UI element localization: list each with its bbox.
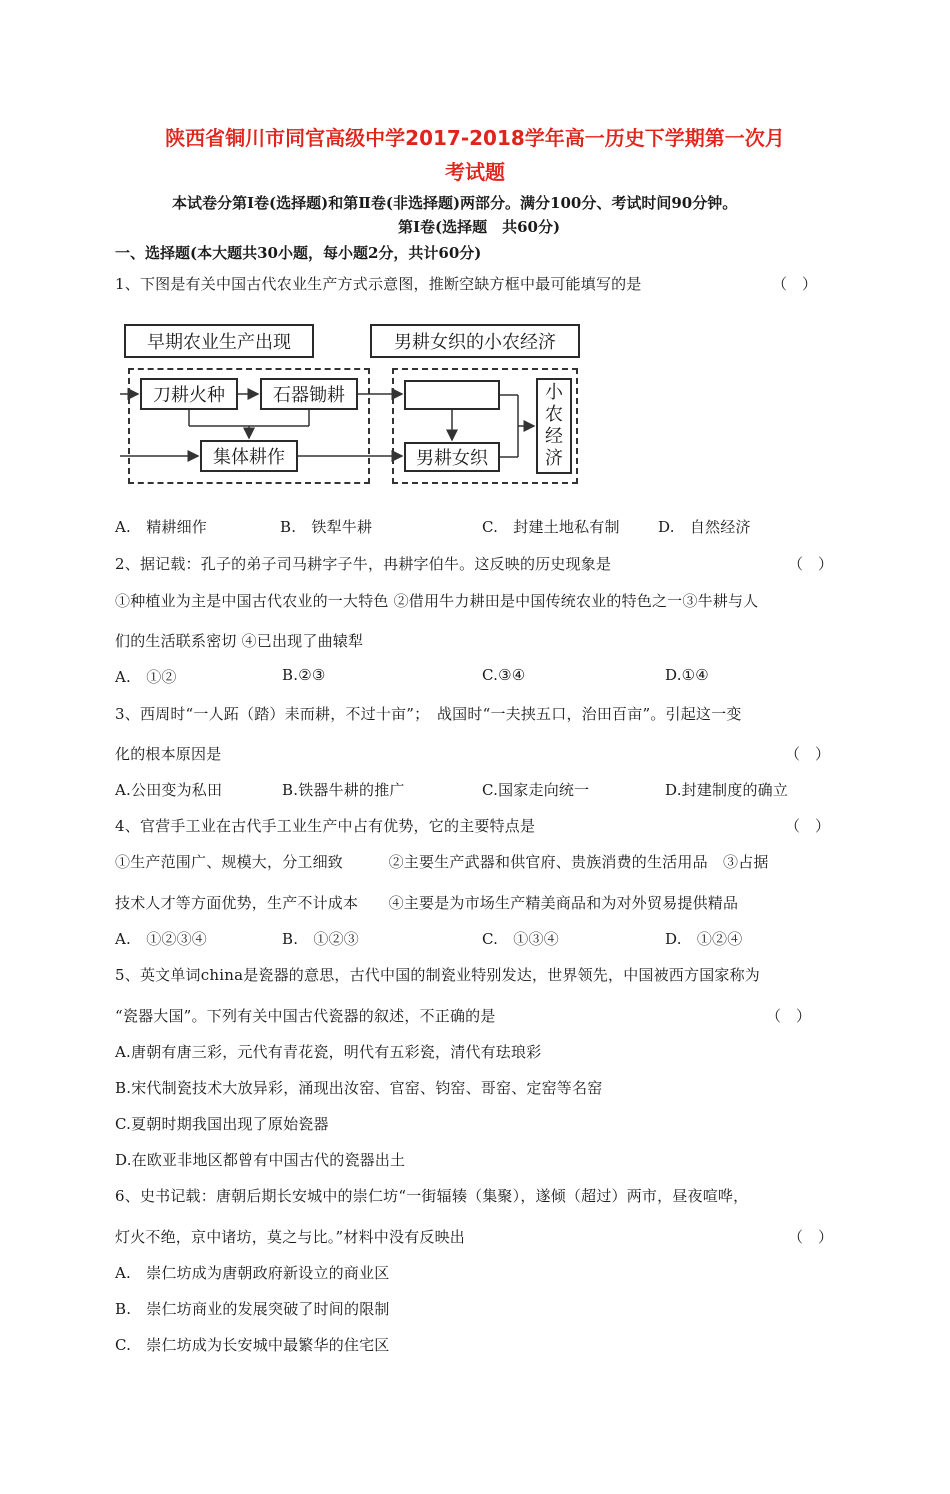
title-line-2: 考试题 (445, 160, 505, 184)
q1-option-a: A. 精耕细作 (115, 518, 208, 536)
q6-line-2: 灯火不绝，京中诸坊，莫之与比。”材料中没有反映出 (115, 1228, 465, 1246)
q2-option-a: A. ①② (115, 668, 177, 686)
box-stone-hoe: 石器锄耕 (260, 378, 358, 410)
q3-answer-blank: （ ） (785, 745, 831, 763)
q2-option-d: D.①④ (665, 666, 709, 684)
q6-stem: 6、史书记载：唐朝后期长安城中的崇仁坊“一街辐辏（集聚），遂倾（超过）两市，昼夜喧哗， (115, 1187, 749, 1205)
exam-intro: 本试卷分第Ⅰ卷(选择题)和第Ⅱ卷(非选择题)两部分。满分100分、考试时间90分钟。 (172, 194, 738, 212)
q6-option-a: A. 崇仁坊成为唐朝政府新设立的商业区 (115, 1264, 390, 1282)
section-one-heading: 一、选择题(本大题共30小题，每小题2分，共计60分) (115, 244, 482, 262)
q3-option-d: D.封建制度的确立 (665, 781, 789, 799)
q4-line-1: ①生产范围广、规模大，分工细致 ②主要生产武器和供官府、贵族消费的生活用品 ③占据 (115, 853, 769, 871)
q4-option-a: A. ①②③④ (115, 930, 208, 948)
q3-option-a: A.公田变为私田 (115, 781, 223, 799)
vertical-char: 小 (545, 382, 563, 403)
q2-line-1: ①种植业为主是中国古代农业的一大特色 ②借用牛力耕田是中国传统农业的特色之一③牛耕与人 (115, 592, 759, 610)
q3-line-2: 化的根本原因是 (115, 745, 222, 763)
vertical-char: 经 (545, 426, 563, 447)
q6-option-c: C. 崇仁坊成为长安城中最繁华的住宅区 (115, 1336, 390, 1354)
q3-stem: 3、西周时“一人跖（踏）耒而耕，不过十亩”； 战国时“一夫挟五口，治田百亩”。引起这一变 (115, 705, 742, 723)
diagram-arrows (120, 318, 590, 488)
box-men-farm-women-weave: 男耕女织 (404, 442, 500, 472)
q3-option-b: B.铁器牛耕的推广 (282, 781, 405, 799)
q6-option-b: B. 崇仁坊商业的发展突破了时间的限制 (115, 1300, 390, 1318)
q5-option-a: A.唐朝有唐三彩，元代有青花瓷，明代有五彩瓷，清代有珐琅彩 (115, 1043, 542, 1061)
q5-option-c: C.夏朝时期我国出现了原始瓷器 (115, 1115, 329, 1133)
q4-answer-blank: （ ） (785, 817, 831, 835)
q2-answer-blank: （ ） (788, 555, 834, 573)
q1-option-b: B. 铁犁牛耕 (280, 518, 373, 536)
box-slash-and-burn: 刀耕火种 (140, 378, 238, 410)
q2-line-2: 们的生活联系密切 ④已出现了曲辕犁 (115, 632, 364, 650)
q2-option-b: B.②③ (282, 666, 326, 684)
q3-option-c: C.国家走向统一 (482, 781, 590, 799)
q1-answer-blank: （ ） (772, 275, 818, 293)
q4-option-d: D. ①②④ (665, 930, 743, 948)
q4-option-c: C. ①③④ (482, 930, 559, 948)
agriculture-diagram (120, 318, 590, 488)
box-early-agriculture: 早期农业生产出现 (124, 324, 314, 358)
q1-option-c: C. 封建土地私有制 (482, 518, 620, 536)
vertical-char: 农 (545, 404, 563, 425)
q4-line-2: 技术人才等方面优势，生产不计成本 ④主要是为市场生产精美商品和为对外贸易提供精品 (115, 894, 739, 912)
q6-answer-blank: （ ） (788, 1228, 834, 1246)
box-collective-farming: 集体耕作 (200, 440, 298, 472)
box-small-peasant-economy: 男耕女织的小农经济 (370, 324, 580, 358)
part-one-heading: 第Ⅰ卷(选择题 共60分) (398, 218, 561, 236)
q5-option-b: B.宋代制瓷技术大放异彩，涌现出汝窑、官窑、钧窑、哥窑、定窑等名窑 (115, 1079, 603, 1097)
q5-answer-blank: （ ） (766, 1007, 812, 1025)
q1-stem: 1、下图是有关中国古代农业生产方式示意图，推断空缺方框中最可能填写的是 (115, 275, 642, 293)
q5-line-2: “瓷器大国”。下列有关中国古代瓷器的叙述，不正确的是 (115, 1007, 496, 1025)
q5-stem: 5、英文单词china是瓷器的意思，古代中国的制瓷业特别发达，世界领先，中国被西方国家称为 (115, 966, 761, 984)
vertical-char: 济 (545, 448, 563, 469)
q4-stem: 4、官营手工业在古代手工业生产中占有优势，它的主要特点是 (115, 817, 536, 835)
q2-stem: 2、据记载：孔子的弟子司马耕字子牛，冉耕字伯牛。这反映的历史现象是 (115, 555, 612, 573)
q2-option-c: C.③④ (482, 666, 526, 684)
q5-option-d: D.在欧亚非地区都曾有中国古代的瓷器出土 (115, 1151, 406, 1169)
q1-option-d: D. 自然经济 (658, 518, 751, 536)
q4-option-b: B. ①②③ (282, 930, 359, 948)
title-line-1: 陕西省铜川市同官高级中学2017-2018学年高一历史下学期第一次月 (165, 126, 785, 150)
